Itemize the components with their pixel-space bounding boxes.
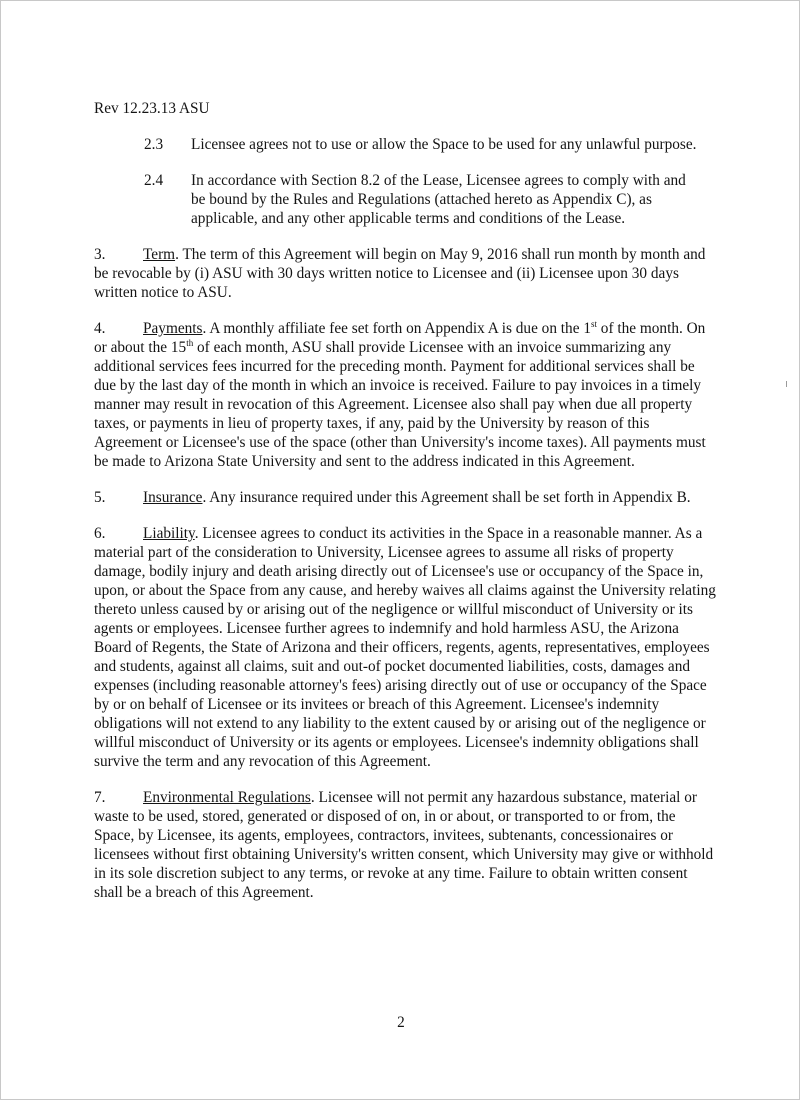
subsection-text: In accordance with Section 8.2 of the Lease, Licensee agrees to comply with and be bound by the Rules and Regulations (attached hereto as Appendix C), as applicable, and any other applicable terms and conditions of the Lease. xyxy=(191,172,686,227)
section-heading: Term xyxy=(143,246,176,263)
section-heading: Liability xyxy=(143,525,195,542)
section-liability: 6. Liability. Licensee agrees to conduct its activities in the Space in a reasonable manner. As a material part of the consideration to University, Licensee agrees to assume all risks of property damage, bodily injury and death arising directly out of Licensee's use or occupancy of the Space in, upon, or about the Space from any cause, and hereby waives all claims against the University relating thereto unless caused by or arising out of the negligence or willful misconduct of University or its agents or employees. Licensee further agrees to indemnify and hold harmless ASU, the Arizona Board of Regents, the State of Arizona and their officers, regents, agents, representatives, employees and students, against all claims, suit and out-of pocket documented liabilities, costs, damages and expenses (including reasonable attorney's fees) arising directly out of use or occupancy of the Space by or on behalf of Licensee or its invitees or breach of this Agreement. Licensee's indemnity obligations will not extend to any liability to the extent caused by or arising out of the negligence or willful misconduct of University or its agents or employees. Licensee's indemnity obligations shall survive the term and any revocation of this Agreement. xyxy=(94,525,716,770)
section-heading: Payments xyxy=(143,320,203,337)
ordinal-suffix: st xyxy=(590,318,597,329)
document-body xyxy=(94,99,716,919)
section-environmental-regulations: 7. Environmental Regulations. Licensee will not permit any hazardous substance, material or waste to be used, stored, generated or disposed of on, in or about, or transported to or from, the Space, by Licensee, its agents, employees, contractors, invitees, subtenants, concessionaires or licensees without first obtaining University's written consent, which University may give or withhold in its sole discretion subject to any terms, or revoke at any time. Failure to obtain written consent shall be a breach of this Agreement. xyxy=(94,789,714,901)
section-insurance: 5. Insurance. Any insurance required under this Agreement shall be set forth in Appendix B. xyxy=(94,489,691,506)
section-text-part: of each month, ASU shall provide Licensee with an invoice summarizing any additional services fees incurred for the preceding month. Payment for additional services shall be due by the last day of the month in which an invoice is received. Failure to pay invoices in a timely manner may result in revocation of this Agreement. Licensee also shall pay when due all property taxes, or payments in lieu of property taxes, if any, paid by the University by reason of this Agreement or Licensee's use of the space (other than University's income taxes). All payments must be made to Arizona State University and sent to the address indicated in this Agreement. xyxy=(94,339,706,470)
subsection-number: 2.3 xyxy=(144,136,164,153)
section-number: 4. xyxy=(94,320,106,337)
subsection-2-3 xyxy=(144,135,716,154)
section-text: The term of this Agreement will begin on May 9, 2016 shall run month by month and be revocable by (i) ASU with 30 days written notice to Licensee and (ii) Licensee upon 30 days written notice to ASU. xyxy=(94,246,706,301)
section-number: 6. xyxy=(94,525,106,542)
section-text: Licensee agrees to conduct its activities in the Space in a reasonable manner. As a material part of the consideration to University, Licensee agrees to assume all risks of property damage, bodily injury and death arising directly out of Licensee's use or occupancy of the Space in, upon, or about the Space from any cause, and hereby waives all claims against the University relating thereto unless caused by or arising out of the negligence or willful misconduct of University or its agents or employees. Licensee further agrees to indemnify and hold harmless ASU, the Arizona Board of Regents, the State of Arizona and their officers, regents, agents, representatives, employees and students, against all claims, suit and out-of pocket documented liabilities, costs, damages and expenses (including reasonable attorney's fees) arising directly out of use or occupancy of the Space by or on behalf of Licensee or its invitees or breach of this Agreement. Licensee's indemnity obligations will not extend to any liability to the extent caused by or arising out of the negligence or willful misconduct of University or its agents or employees. Licensee's indemnity obligations shall survive the term and any revocation of this Agreement. xyxy=(94,525,716,770)
section-heading: Environmental Regulations xyxy=(143,789,311,806)
section-number: 5. xyxy=(94,489,106,506)
scan-margin-mark xyxy=(786,381,787,387)
section-text-part: A monthly affiliate fee set forth on Appendix A is due on the 1 xyxy=(209,320,591,337)
section-number: 7. xyxy=(94,789,106,806)
section-text-part: of the month. On or about the 15 xyxy=(94,320,706,356)
section-term: 3. Term. The term of this Agreement will begin on May 9, 2016 shall run month by month and be revocable by (i) ASU with 30 days written notice to Licensee and (ii) Licensee upon 30 days written notice to ASU. xyxy=(94,246,706,301)
revision-label: Rev 12.23.13 ASU xyxy=(94,100,210,117)
subsection-text: Licensee agrees not to use or allow the Space to be used for any unlawful purpose. xyxy=(191,136,697,153)
page-number: 2 xyxy=(397,1014,405,1031)
section-number: 3. xyxy=(94,246,106,263)
section-payments: 4. Payments. A monthly affiliate fee set forth on Appendix A is due on the 1st of the month. On or about the 15th of each month, ASU shall provide Licensee with an invoice summarizing any additional services fees incurred for the preceding month. Payment for additional services shall be due by the last day of the month in which an invoice is received. Failure to pay invoices in a timely manner may result in revocation of this Agreement. Licensee also shall pay when due all property taxes, or payments in lieu of property taxes, if any, paid by the University by reason of this Agreement or Licensee's use of the space (other than University's income taxes). All payments must be made to Arizona State University and sent to the address indicated in this Agreement. xyxy=(94,318,706,470)
section-text: Licensee will not permit any hazardous substance, material or waste to be used, stored, generated or disposed of on, in or about, or transported to or from, the Space, by Licensee, its agents, employees, contractors, invitees, subtenants, concessionaires or licensees without first obtaining University's written consent, which University may give or withhold in its sole discretion subject to any terms, or revoke at any time. Failure to obtain written consent shall be a breach of this Agreement. xyxy=(94,789,714,901)
subsection-2-4 xyxy=(144,171,716,228)
subsection-number: 2.4 xyxy=(144,172,164,189)
section-heading: Insurance xyxy=(143,489,203,506)
section-text: Any insurance required under this Agreement shall be set forth in Appendix B. xyxy=(209,489,691,506)
ordinal-suffix: th xyxy=(186,337,194,348)
